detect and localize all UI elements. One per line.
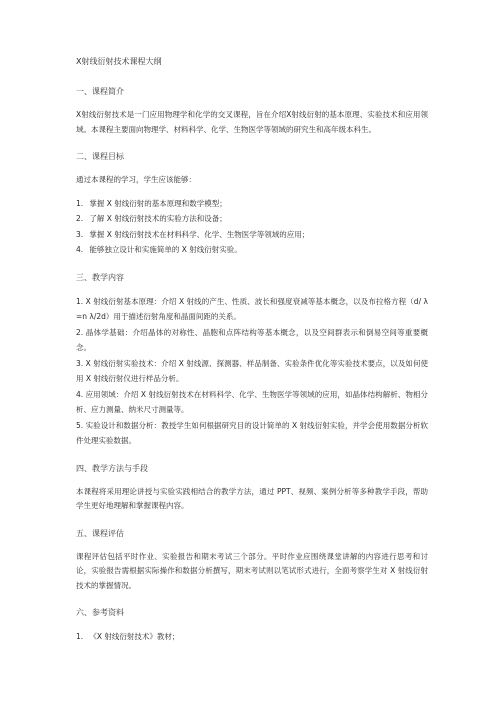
- list-item: [76, 227, 428, 243]
- list-item: [76, 356, 428, 387]
- list-number: 1.: [76, 296, 84, 306]
- list-number: 4.: [76, 245, 84, 254]
- list-text: X 射线衍射基本原理：介绍 X 射线的产生、性质、波长和强度衰减等基本概念，以及布拉格方程（d/ λ =n λ/2d）用于描述衍射角度和晶面间距的关系。: [76, 296, 428, 321]
- list-item: [76, 294, 428, 325]
- list-text: 《X 射线衍射技术》教材；: [89, 632, 180, 641]
- list-number: 3.: [76, 229, 84, 239]
- list-item: [76, 242, 428, 258]
- section-heading: 四、教学方法与手段: [76, 463, 148, 473]
- section-paragraph: X射线衍射技术是一门应用物理学和化学的交叉课程，旨在介绍X射线衍射的基本原理、实验技术和应用领域。本课程主要面向物理学、材料科学、化学、生物医学等领域的研究生和高年级本科生。: [76, 110, 428, 134]
- list-text: 了解 X 射线衍射技术的实验方法和设备；: [89, 214, 227, 223]
- list-item: [76, 387, 428, 418]
- section-heading: 五、课程评估: [76, 528, 124, 538]
- list-item: [76, 325, 428, 356]
- section-intro: [76, 86, 428, 137]
- list-item: [76, 196, 428, 212]
- list-number: 3.: [76, 358, 84, 368]
- section-methods: [76, 463, 428, 514]
- section-assessment: [76, 528, 428, 594]
- list-number: 1.: [76, 198, 84, 208]
- list-item: [76, 211, 428, 227]
- list-number: 2.: [76, 214, 84, 223]
- list-text: 晶体学基础：介绍晶体的对称性、晶胞和点阵结构等基本概念，以及空间群表示和倒易空间等重要概念。: [76, 327, 428, 352]
- list-text: 实验设计和数据分析：教授学生如何根据研究目的设计简单的 X 射线衍射实验，并学会使用数据分析软件处理实验数据。: [76, 420, 429, 445]
- list-text: 掌握 X 射线衍射的基本原理和数学模型；: [89, 198, 227, 208]
- section-heading: 三、教学内容: [76, 272, 124, 282]
- list-text: 应用领域：介绍 X 射线衍射技术在材料科学、化学、生物医学等领域的应用，如晶体结构解析、物相分析、应力测量、纳米尺寸测量等。: [76, 389, 429, 414]
- section-paragraph: 本课程将采用理论讲授与实验实践相结合的教学方法，通过 PPT、视频、案例分析等多种教学手段，帮助学生更好地理解和掌握课程内容。: [76, 486, 428, 510]
- list-number: 1.: [76, 632, 84, 641]
- section-paragraph: 通过本课程的学习，学生应该能够：: [76, 175, 196, 184]
- section-heading: 一、课程简介: [76, 87, 124, 96]
- list-text: 掌握 X 射线衍射技术在材料科学、化学、生物医学等领域的应用；: [89, 229, 310, 239]
- list-text: 能够独立设计和实施简单的 X 射线衍射实验。: [89, 245, 242, 254]
- list-number: 5.: [76, 420, 84, 430]
- content-list: [76, 294, 428, 449]
- section-goals: [76, 151, 428, 258]
- document-body: [76, 56, 428, 659]
- list-text: X 射线衍射实验技术：介绍 X 射线源、探测器、样品制备、实验条件优化等实验技术要点，以及如何使用 X 射线衍射仪进行样品分析。: [76, 358, 428, 383]
- section-references: [76, 607, 428, 645]
- goals-list: [76, 196, 428, 258]
- section-content: [76, 272, 428, 449]
- document-title: X射线衍射技术课程大纲: [76, 57, 162, 66]
- list-number: 2.: [76, 327, 84, 337]
- list-item: [76, 629, 428, 645]
- list-item: [76, 418, 428, 449]
- section-paragraph: 课程评估包括平时作业、实验报告和期末考试三个部分。平时作业应围绕课堂讲解的内容进行思考和讨论，实验报告需根据实际操作和数据分析撰写，期末考试则以笔试形式进行，全面考察学生对 X 射线衍射技术的掌握情况。: [76, 551, 428, 590]
- list-number: 4.: [76, 389, 84, 399]
- section-heading: 六、参考资料: [76, 608, 124, 617]
- section-heading: 二、课程目标: [76, 152, 124, 161]
- references-list: [76, 629, 428, 645]
